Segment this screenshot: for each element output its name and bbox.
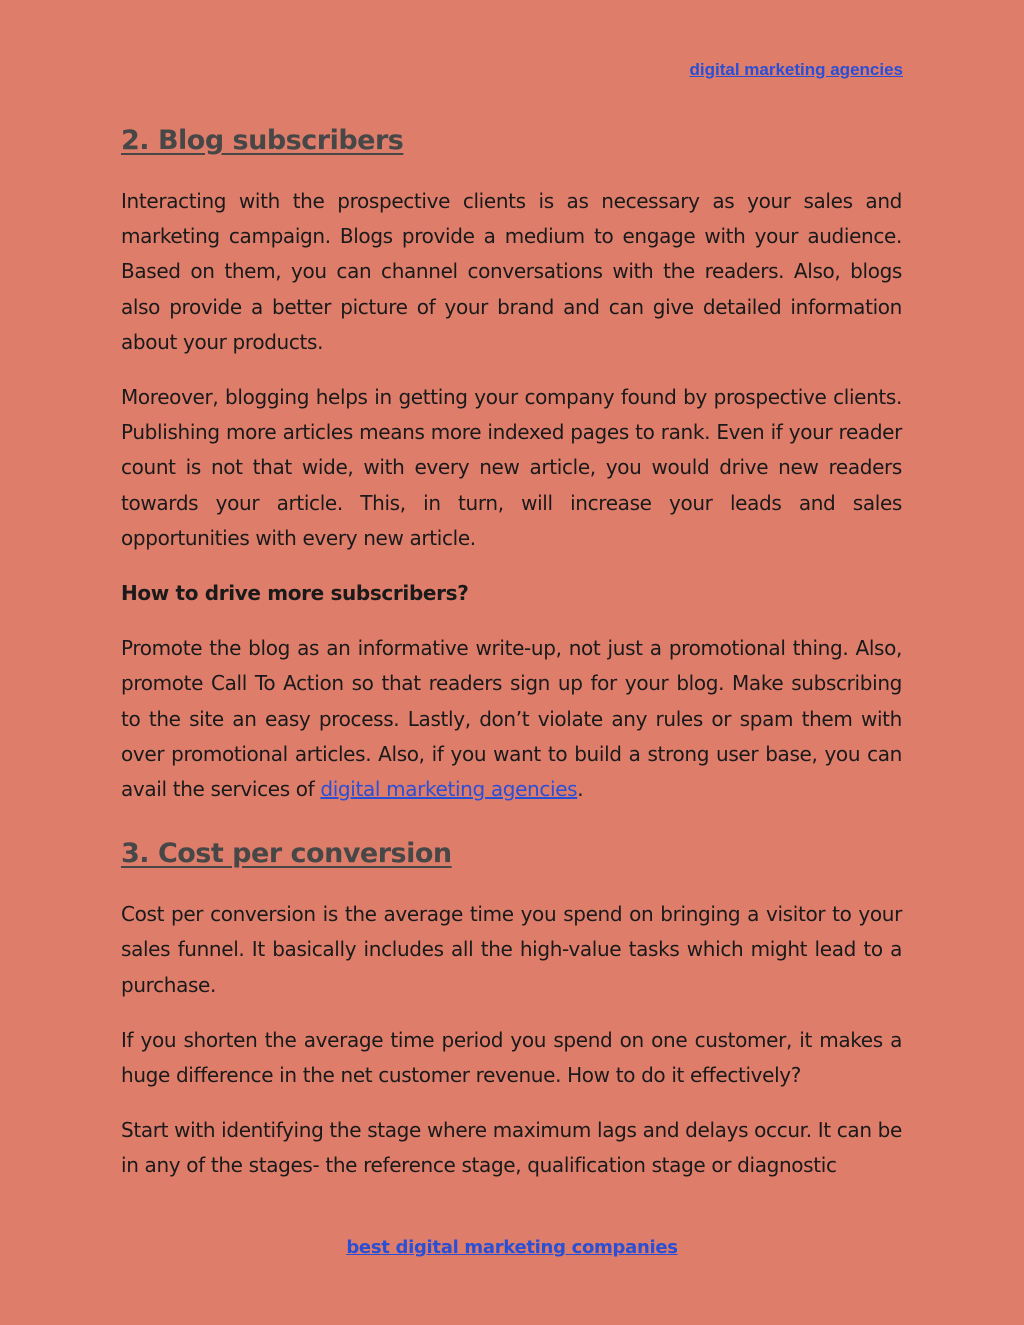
inline-link-digital-marketing-agencies[interactable]: digital marketing agencies xyxy=(320,777,578,802)
document-body xyxy=(121,120,902,1184)
section-heading-blog-subscribers: 2. Blog subscribers xyxy=(121,125,404,156)
paragraph xyxy=(121,631,902,807)
footer-link[interactable]: best digital marketing companies xyxy=(346,1237,678,1258)
paragraph: Interacting with the prospective clients is as necessary as your sales and marketing campaign. Blogs provide a medium to engage with your audience. Based on them, you can channel conversations with the readers. Also, blogs also provide a better picture of your brand and can give detailed information about your products. xyxy=(121,189,902,354)
paragraph-end: . xyxy=(577,777,584,802)
paragraph-text: Promote the blog as an informative write-up, not just a promotional thing. Also, promote Call To Action so that readers sign up for your blog. Make subscribing to the site an easy process. Lastly, don’t violate any rules or spam them with over promotional articles. Also, if you want to build a strong user base, you can avail the services of xyxy=(121,636,902,802)
subheading-question: How to drive more subscribers? xyxy=(121,581,469,606)
header-link[interactable]: digital marketing agencies xyxy=(689,60,903,79)
paragraph: Start with identifying the stage where maximum lags and delays occur. It can be in any of the stages- the reference stage, qualification stage or diagnostic xyxy=(121,1118,902,1178)
paragraph: Cost per conversion is the average time you spend on bringing a visitor to your sales funnel. It basically includes all the high-value tasks which might lead to a purchase. xyxy=(121,902,902,997)
paragraph: If you shorten the average time period you spend on one customer, it makes a huge difference in the net customer revenue. How to do it effectively? xyxy=(121,1027,902,1088)
section-heading-cost-per-conversion: 3. Cost per conversion xyxy=(121,838,452,870)
paragraph: Moreover, blogging helps in getting your company found by prospective clients. Publishing more articles means more indexed pages to rank. Even if your reader count is not that wide, with every new article, you would drive new readers towards your article. This, in turn, will increase your leads and sales opportunities with every new article. xyxy=(121,385,902,550)
